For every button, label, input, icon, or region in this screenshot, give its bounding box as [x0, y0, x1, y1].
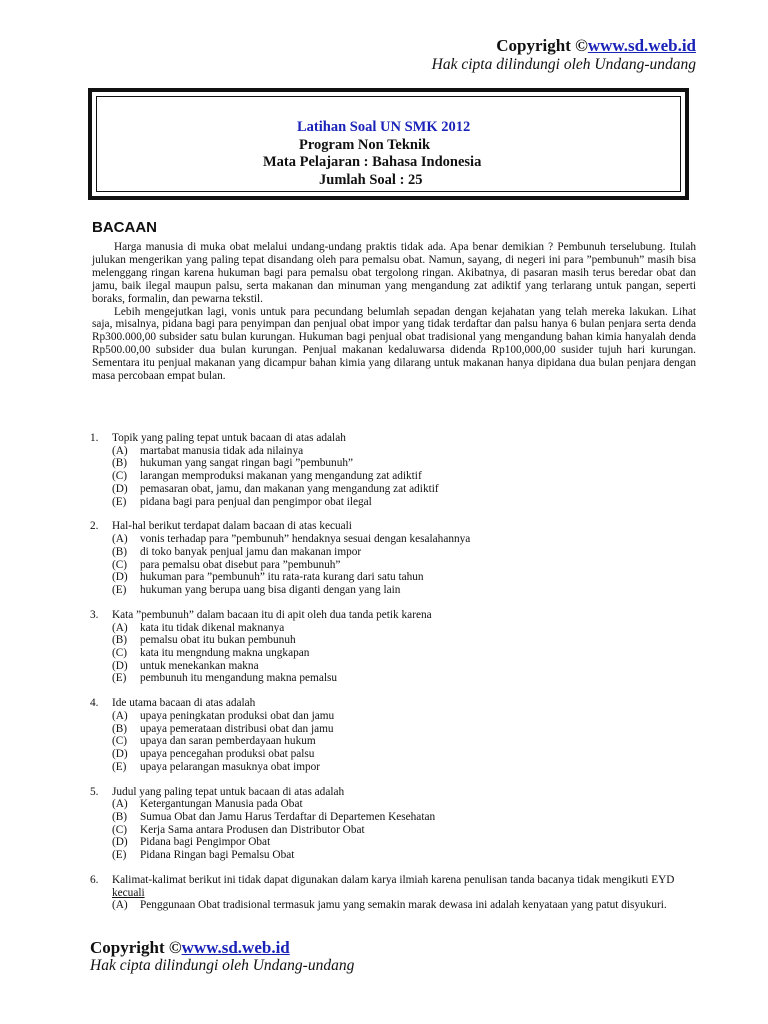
- footer-copyright-link[interactable]: www.sd.web.id: [181, 938, 290, 957]
- reading-paragraph-1: Harga manusia di muka obat melalui undang-undang praktis tidak ada. Apa benar demikian ? Pembunuh terselubung. Itulah julukan mengerikan yang paling tepat disandang oleh para pemalsu obat. Namun, sayang, di negeri ini para ”pembunuh” masih bisa melenggang ringan karena hukuman bagi para pemalsu obat tergolong ringan. Akibatnya, di pasaran masih terus beredar obat dan jamu, baik ilegal maupun palsu, serta makanan dan minuman yang mengandung zat adiktif yang terlarang untuk pangan, seperti boraks, formalin, dan pewarna tekstil.: [92, 241, 696, 305]
- exam-title: Latihan Soal UN SMK 2012: [297, 119, 471, 135]
- option-letter: (A): [112, 899, 128, 912]
- option-text: hukuman para ”pembunuh” itu rata-rata kurang dari satu tahun: [140, 571, 424, 584]
- option-letter: (E): [112, 760, 127, 773]
- question-number: 2.: [90, 520, 99, 533]
- option-letter: (C): [112, 735, 128, 748]
- option-e[interactable]: [112, 672, 698, 685]
- option-text: upaya pencegahan produksi obat palsu: [140, 748, 315, 761]
- option-text: kata itu mengndung makna ungkapan: [140, 646, 310, 659]
- option-b[interactable]: [112, 634, 698, 647]
- option-text: hukuman yang berupa uang bisa diganti dengan yang lain: [140, 583, 401, 596]
- question-number: 1.: [90, 432, 99, 444]
- option-a[interactable]: [112, 445, 698, 458]
- question-text: Topik yang paling tepat untuk bacaan di atas adalah: [112, 432, 346, 444]
- title-box: [88, 88, 689, 200]
- option-text: Ketergantungan Manusia pada Obat: [140, 798, 303, 811]
- option-letter: (A): [112, 444, 128, 457]
- option-letter: (E): [112, 672, 127, 685]
- question-text: Judul yang paling tepat untuk bacaan di atas adalah: [112, 785, 345, 798]
- reading-heading: BACAAN: [92, 219, 157, 236]
- option-letter: (E): [112, 495, 127, 508]
- option-letter: (B): [112, 811, 128, 824]
- option-text: Penggunaan Obat tradisional termasuk jamu yang semakin marak dewasa ini adalah kenyataan yang patut disyukuri.: [140, 899, 667, 912]
- option-letter: (A): [112, 533, 128, 546]
- reading-passage: [92, 241, 696, 383]
- option-e[interactable]: [112, 849, 698, 862]
- question-2: [90, 520, 698, 596]
- option-c[interactable]: [112, 559, 698, 572]
- option-a[interactable]: [112, 533, 698, 546]
- option-e[interactable]: [112, 584, 698, 597]
- title-box-inner-border: [96, 96, 681, 192]
- option-letter: (B): [112, 722, 128, 735]
- option-text: untuk menekankan makna: [140, 659, 259, 672]
- question-1: [90, 432, 698, 508]
- option-letter: (D): [112, 748, 128, 761]
- option-letter: (E): [112, 849, 127, 862]
- option-text: para pemalsu obat disebut para ”pembunuh”: [140, 558, 341, 571]
- option-d[interactable]: [112, 660, 698, 673]
- question-text-emphasis: kecuali: [112, 886, 145, 899]
- header-copyright: [496, 36, 696, 56]
- reading-paragraph-2: Lebih mengejutkan lagi, vonis untuk para pecundang belumlah sepadan dengan kejahatan yang telah mereka lakukan. Lihat saja, misalnya, pidana bagi para penyimpan dan penjual obat impor yang tidak terdaftar dan palsu hanya 6 bulan penjara serta denda Rp300.000,00 subsider satu bulan kurungan. Hukuman bagi penjual obat tradisional yang mengandung bahan kimia hanyalah denda Rp500.00,00 subsider dua bulan kurungan. Penjual makanan kedaluwarsa didenda Rp100,000,00 susider tujuh hari kurungan. Sementara itu penjual makanan yang dicampur bahan kimia yang dilarang untuk makanan hanya dipidana dua bulan penjara dengan masa percobaan empat bulan.: [92, 305, 696, 383]
- option-b[interactable]: [112, 457, 698, 470]
- option-text: pemasaran obat, jamu, dan makanan yang mengandung zat adiktif: [140, 482, 439, 495]
- option-text: pidana bagi para penjual dan pengimpor obat ilegal: [140, 495, 372, 508]
- option-d[interactable]: [112, 571, 698, 584]
- option-text: larangan memproduksi makanan yang mengandung zat adiktif: [140, 470, 422, 483]
- header-copyright-prefix: Copyright ©: [496, 36, 588, 55]
- option-letter: (B): [112, 457, 128, 470]
- option-d[interactable]: [112, 483, 698, 496]
- option-b[interactable]: [112, 546, 698, 559]
- question-5: [90, 786, 698, 862]
- footer-rights-notice: Hak cipta dilindungi oleh Undang-undang: [90, 957, 355, 974]
- option-letter: (A): [112, 798, 128, 811]
- question-6: [90, 874, 698, 912]
- option-c[interactable]: [112, 470, 698, 483]
- option-text: Sumua Obat dan Jamu Harus Terdaftar di Departemen Kesehatan: [140, 811, 436, 824]
- option-text: upaya pemerataan distribusi obat dan jamu: [140, 722, 334, 735]
- question-number: 6.: [90, 874, 99, 887]
- option-letter: (C): [112, 823, 128, 836]
- option-text: Pidana Ringan bagi Pemalsu Obat: [140, 849, 295, 862]
- option-letter: (A): [112, 709, 128, 722]
- question-list: [90, 432, 698, 924]
- option-letter: (D): [112, 571, 128, 584]
- option-text: martabat manusia tidak ada nilainya: [140, 444, 304, 457]
- question-text-main: Kalimat-kalimat berikut ini tidak dapat digunakan dalam karya ilmiah karena penulisan tanda bacanya tidak mengikuti EYD: [112, 874, 675, 887]
- exam-subject: Mata Pelajaran : Bahasa Indonesia: [263, 154, 482, 170]
- option-letter: (A): [112, 621, 128, 634]
- option-letter: (D): [112, 659, 128, 672]
- option-text: Pidana bagi Pengimpor Obat: [140, 836, 271, 849]
- question-3: [90, 609, 698, 685]
- exam-program: Program Non Teknik: [299, 137, 431, 153]
- option-a[interactable]: [112, 710, 698, 723]
- option-b[interactable]: [112, 811, 698, 824]
- exam-question-count: Jumlah Soal : 25: [319, 172, 423, 188]
- option-text: pemalsu obat itu bukan pembunuh: [140, 634, 296, 647]
- option-text: upaya dan saran pemberdayaan hukum: [140, 735, 316, 748]
- option-letter: (B): [112, 545, 128, 558]
- option-text: hukuman yang sangat ringan bagi ”pembunuh”: [140, 457, 354, 470]
- option-text: upaya pelarangan masuknya obat impor: [140, 760, 321, 773]
- option-letter: (C): [112, 558, 128, 571]
- option-c[interactable]: [112, 735, 698, 748]
- header-rights-notice: Hak cipta dilindungi oleh Undang-undang: [431, 56, 696, 73]
- header-copyright-link[interactable]: www.sd.web.id: [587, 36, 696, 55]
- question-text: Kata ”pembunuh” dalam bacaan itu di apit oleh dua tanda petik karena: [112, 608, 432, 621]
- option-a[interactable]: [112, 798, 698, 811]
- footer-copyright: [90, 938, 290, 958]
- option-text: kata itu tidak dikenal maknanya: [140, 621, 285, 634]
- option-a[interactable]: [112, 622, 698, 635]
- option-letter: (E): [112, 583, 127, 596]
- option-b[interactable]: [112, 723, 698, 736]
- option-e[interactable]: [112, 761, 698, 774]
- option-d[interactable]: [112, 836, 698, 849]
- option-text: di toko banyak penjual jamu dan makanan impor: [140, 545, 362, 558]
- footer-copyright-prefix: Copyright ©: [90, 938, 182, 957]
- question-number: 5.: [90, 785, 99, 798]
- option-c[interactable]: [112, 647, 698, 660]
- question-text: Hal-hal berikut terdapat dalam bacaan di atas kecuali: [112, 520, 352, 533]
- option-text: upaya peningkatan produksi obat dan jamu: [140, 709, 335, 722]
- option-d[interactable]: [112, 748, 698, 761]
- option-letter: (B): [112, 634, 128, 647]
- option-text: pembunuh itu mengandung makna pemalsu: [140, 672, 338, 685]
- question-text: [112, 874, 698, 899]
- option-text: vonis terhadap para ”pembunuh” hendaknya sesuai dengan kesalahannya: [140, 533, 471, 546]
- option-e[interactable]: [112, 496, 698, 509]
- option-letter: (D): [112, 836, 128, 849]
- option-letter: (C): [112, 646, 128, 659]
- question-text: Ide utama bacaan di atas adalah: [112, 697, 256, 710]
- question-4: [90, 697, 698, 773]
- option-c[interactable]: [112, 824, 698, 837]
- question-number: 4.: [90, 697, 99, 710]
- question-number: 3.: [90, 608, 99, 621]
- option-letter: (D): [112, 482, 128, 495]
- option-a[interactable]: [112, 899, 698, 912]
- option-letter: (C): [112, 470, 128, 483]
- option-text: Kerja Sama antara Produsen dan Distributor Obat: [140, 823, 365, 836]
